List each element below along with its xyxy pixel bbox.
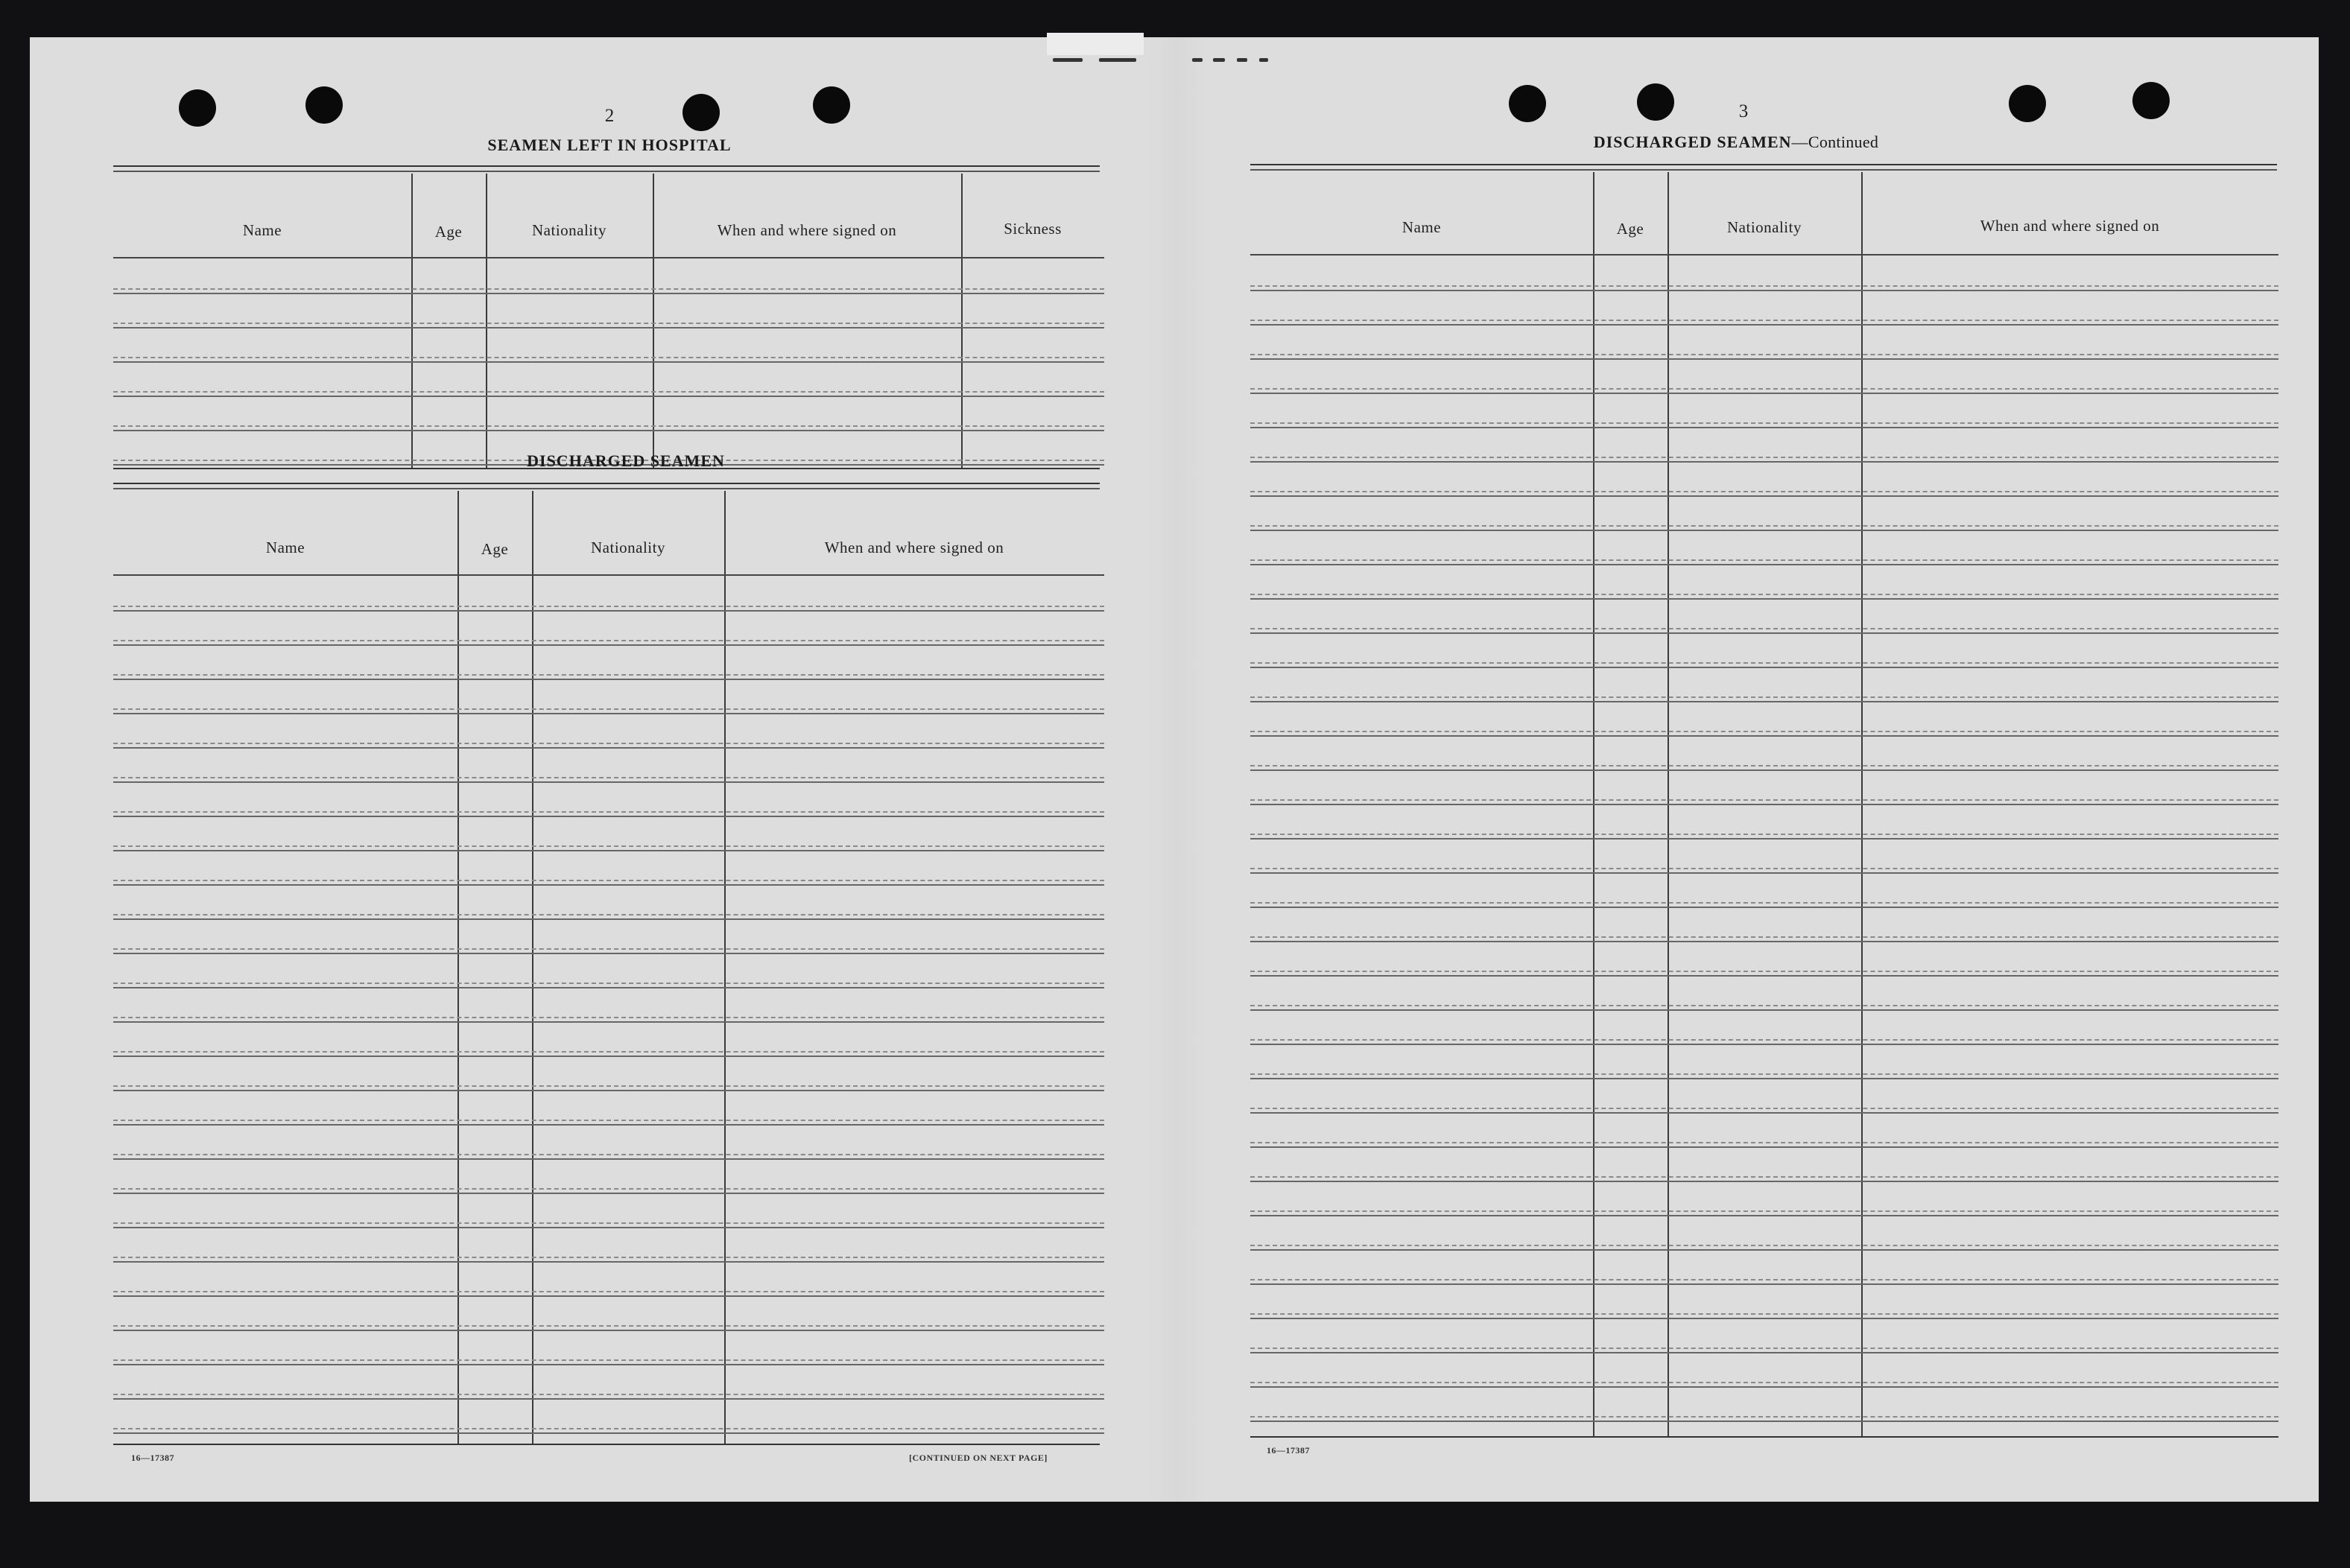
entry-line: [1250, 559, 2278, 561]
entry-line: [113, 1158, 1104, 1160]
entry-line: [113, 1188, 1104, 1190]
entry-line: [113, 640, 1104, 641]
entry-line: [113, 1261, 1104, 1263]
entry-line: [113, 781, 1104, 783]
entry-line: [113, 708, 1104, 710]
entry-line: [1250, 1313, 2278, 1315]
entry-line: [1250, 393, 2278, 394]
column-divider: [653, 174, 654, 469]
discharged-section-title: DISCHARGED SEAMEN: [527, 451, 725, 470]
entry-line: [1250, 1039, 2278, 1041]
entry-line: [1250, 804, 2278, 805]
section-rule: [1250, 1436, 2278, 1438]
page-fold: [1147, 37, 1207, 1502]
entry-line: [1250, 1078, 2278, 1079]
discharged-continued-title: [1594, 133, 1878, 152]
form-code-left: 16—17387: [131, 1453, 174, 1463]
punch-hole: [179, 89, 216, 127]
column-header-signed-on: When and where signed on: [1980, 217, 2160, 235]
column-header-age: Age: [434, 223, 463, 241]
entry-line: [1250, 868, 2278, 869]
entry-line: [113, 610, 1104, 612]
header-underline: [113, 574, 1104, 576]
header-underline: [113, 257, 1104, 258]
punch-hole: [2009, 85, 2046, 122]
entry-line: [1250, 1421, 2278, 1422]
entry-line: [113, 884, 1104, 886]
entry-line: [1250, 457, 2278, 458]
column-divider: [961, 174, 963, 469]
entry-line: [113, 327, 1104, 328]
entry-line: [1250, 491, 2278, 492]
column-header-nationality: Nationality: [591, 539, 665, 556]
entry-line: [1250, 354, 2278, 355]
entry-line: [113, 1056, 1104, 1057]
entry-line: [1250, 765, 2278, 766]
entry-line: [1250, 971, 2278, 972]
entry-line: [113, 1124, 1104, 1126]
entry-line: [1250, 1283, 2278, 1285]
entry-line: [113, 850, 1104, 851]
entry-line: [1250, 1249, 2278, 1251]
column-header-signed-on: When and where signed on: [717, 221, 897, 239]
entry-line: [113, 1330, 1104, 1331]
column-header-name: Name: [1402, 218, 1442, 236]
entry-line: [1250, 667, 2278, 668]
entry-line: [113, 1222, 1104, 1224]
entry-line: [1250, 662, 2278, 664]
entry-line: [1250, 1352, 2278, 1353]
entry-line: [1250, 1348, 2278, 1349]
entry-line: [1250, 1279, 2278, 1280]
hospital-section-title: SEAMEN LEFT IN HOSPITAL: [487, 136, 732, 154]
entry-line: [113, 644, 1104, 646]
section-rule: [113, 171, 1100, 172]
section-rule: [113, 165, 1100, 167]
entry-line: [1250, 731, 2278, 732]
entry-line: [113, 1432, 1104, 1434]
entry-line: [113, 1359, 1104, 1361]
entry-line: [1250, 1416, 2278, 1418]
entry-line: [113, 1325, 1104, 1327]
entry-line: [113, 743, 1104, 744]
top-edge-mark: [1047, 58, 1144, 63]
entry-line: [1250, 290, 2278, 291]
entry-line: [113, 1295, 1104, 1297]
entry-line: [1250, 564, 2278, 565]
column-divider: [486, 174, 487, 469]
column-divider: [457, 491, 459, 1444]
entry-line: [113, 679, 1104, 680]
column-header-name: Name: [265, 539, 305, 556]
page-number-left: 2: [604, 106, 615, 126]
entry-line: [113, 425, 1104, 427]
entry-line: [113, 1364, 1104, 1365]
entry-line: [113, 396, 1104, 397]
entry-line: [113, 1394, 1104, 1395]
column-divider: [532, 491, 533, 1444]
column-header-sickness: Sickness: [1004, 220, 1062, 238]
column-header-name: Name: [242, 221, 282, 239]
entry-line: [113, 1085, 1104, 1087]
entry-line: [1250, 530, 2278, 531]
entry-line: [113, 1193, 1104, 1194]
section-title-suffix: —Continued: [1791, 133, 1879, 151]
scanned-form-spread: [30, 37, 2319, 1502]
entry-line: [1250, 701, 2278, 702]
entry-line: [113, 288, 1104, 290]
entry-line: [113, 1428, 1104, 1429]
entry-line: [1250, 769, 2278, 771]
entry-line: [1250, 495, 2278, 497]
entry-line: [1250, 1073, 2278, 1075]
entry-line: [1250, 941, 2278, 942]
column-divider: [724, 491, 726, 1444]
entry-line: [1250, 1005, 2278, 1006]
entry-line: [1250, 422, 2278, 424]
entry-line: [1250, 1142, 2278, 1143]
entry-line: [1250, 1210, 2278, 1212]
entry-line: [1250, 1044, 2278, 1045]
entry-line: [1250, 902, 2278, 904]
entry-line: [1250, 1181, 2278, 1182]
entry-line: [113, 674, 1104, 676]
entry-line: [113, 777, 1104, 778]
punch-hole: [1637, 83, 1674, 121]
entry-line: [1250, 1245, 2278, 1246]
entry-line: [1250, 632, 2278, 634]
hospital-table: [113, 174, 1104, 470]
entry-line: [1250, 1386, 2278, 1388]
page-number-right: 3: [1738, 101, 1749, 121]
entry-line: [113, 1021, 1104, 1023]
entry-line: [1250, 1215, 2278, 1216]
header-underline: [1250, 254, 2278, 255]
entry-line: [1250, 320, 2278, 321]
column-header-nationality: Nationality: [532, 221, 606, 239]
entry-line: [1250, 872, 2278, 874]
punch-hole: [682, 94, 720, 131]
entry-line: [113, 845, 1104, 847]
section-title-text: DISCHARGED SEAMEN: [1593, 133, 1792, 151]
section-rule: [1250, 164, 2277, 165]
column-header-age: Age: [1616, 220, 1644, 238]
entry-line: [1250, 1112, 2278, 1114]
entry-line: [1250, 598, 2278, 600]
column-header-age: Age: [481, 540, 509, 558]
punch-hole: [2132, 82, 2170, 119]
punch-hole: [305, 86, 343, 124]
column-header-signed-on: When and where signed on: [824, 539, 1004, 556]
entry-line: [1250, 461, 2278, 463]
entry-line: [1250, 1318, 2278, 1319]
entry-line: [113, 323, 1104, 324]
entry-line: [113, 811, 1104, 813]
paper-tab: [1047, 33, 1144, 55]
entry-line: [1250, 799, 2278, 801]
entry-line: [113, 816, 1104, 817]
entry-line: [113, 606, 1104, 607]
discharged-table-right: [1250, 172, 2278, 1438]
entry-line: [113, 1090, 1104, 1091]
entry-line: [113, 1398, 1104, 1400]
section-rule: [113, 483, 1100, 484]
entry-line: [113, 914, 1104, 915]
punch-hole: [1509, 85, 1546, 122]
entry-line: [1250, 1146, 2278, 1148]
entry-line: [1250, 628, 2278, 629]
entry-line: [1250, 1108, 2278, 1109]
entry-line: [113, 918, 1104, 920]
entry-line: [113, 391, 1104, 393]
entry-line: [1250, 427, 2278, 428]
entry-line: [1250, 324, 2278, 326]
entry-line: [1250, 936, 2278, 938]
entry-line: [113, 713, 1104, 714]
entry-line: [113, 1017, 1104, 1018]
entry-line: [1250, 358, 2278, 360]
section-rule: [113, 488, 1100, 489]
entry-line: [113, 1257, 1104, 1258]
entry-line: [1250, 696, 2278, 698]
entry-line: [113, 983, 1104, 984]
entry-line: [113, 987, 1104, 988]
section-rule: [1250, 169, 2277, 171]
entry-line: [113, 1291, 1104, 1292]
entry-line: [113, 1051, 1104, 1053]
entry-line: [113, 430, 1104, 431]
entry-line: [1250, 285, 2278, 287]
entry-line: [113, 948, 1104, 950]
entry-line: [1250, 1382, 2278, 1383]
entry-line: [113, 953, 1104, 954]
section-rule: [113, 1444, 1100, 1445]
entry-line: [1250, 388, 2278, 390]
entry-line: [113, 1120, 1104, 1121]
entry-line: [113, 361, 1104, 363]
entry-line: [1250, 1176, 2278, 1178]
entry-line: [1250, 834, 2278, 835]
entry-line: [113, 1227, 1104, 1228]
entry-line: [1250, 1009, 2278, 1011]
entry-line: [113, 1154, 1104, 1155]
punch-hole: [813, 86, 850, 124]
top-edge-mark: [1192, 58, 1296, 63]
entry-line: [113, 880, 1104, 881]
entry-line: [1250, 735, 2278, 737]
discharged-table-left: [113, 491, 1104, 1446]
entry-line: [1250, 975, 2278, 977]
entry-line: [1250, 907, 2278, 908]
column-header-nationality: Nationality: [1727, 218, 1802, 236]
form-code-right: 16—17387: [1267, 1445, 1310, 1456]
column-divider: [411, 174, 413, 469]
entry-line: [113, 293, 1104, 294]
entry-line: [1250, 525, 2278, 527]
entry-line: [113, 357, 1104, 358]
entry-line: [113, 747, 1104, 749]
entry-line: [1250, 594, 2278, 595]
entry-line: [1250, 838, 2278, 839]
continued-note: [CONTINUED ON NEXT PAGE]: [909, 1453, 1048, 1463]
